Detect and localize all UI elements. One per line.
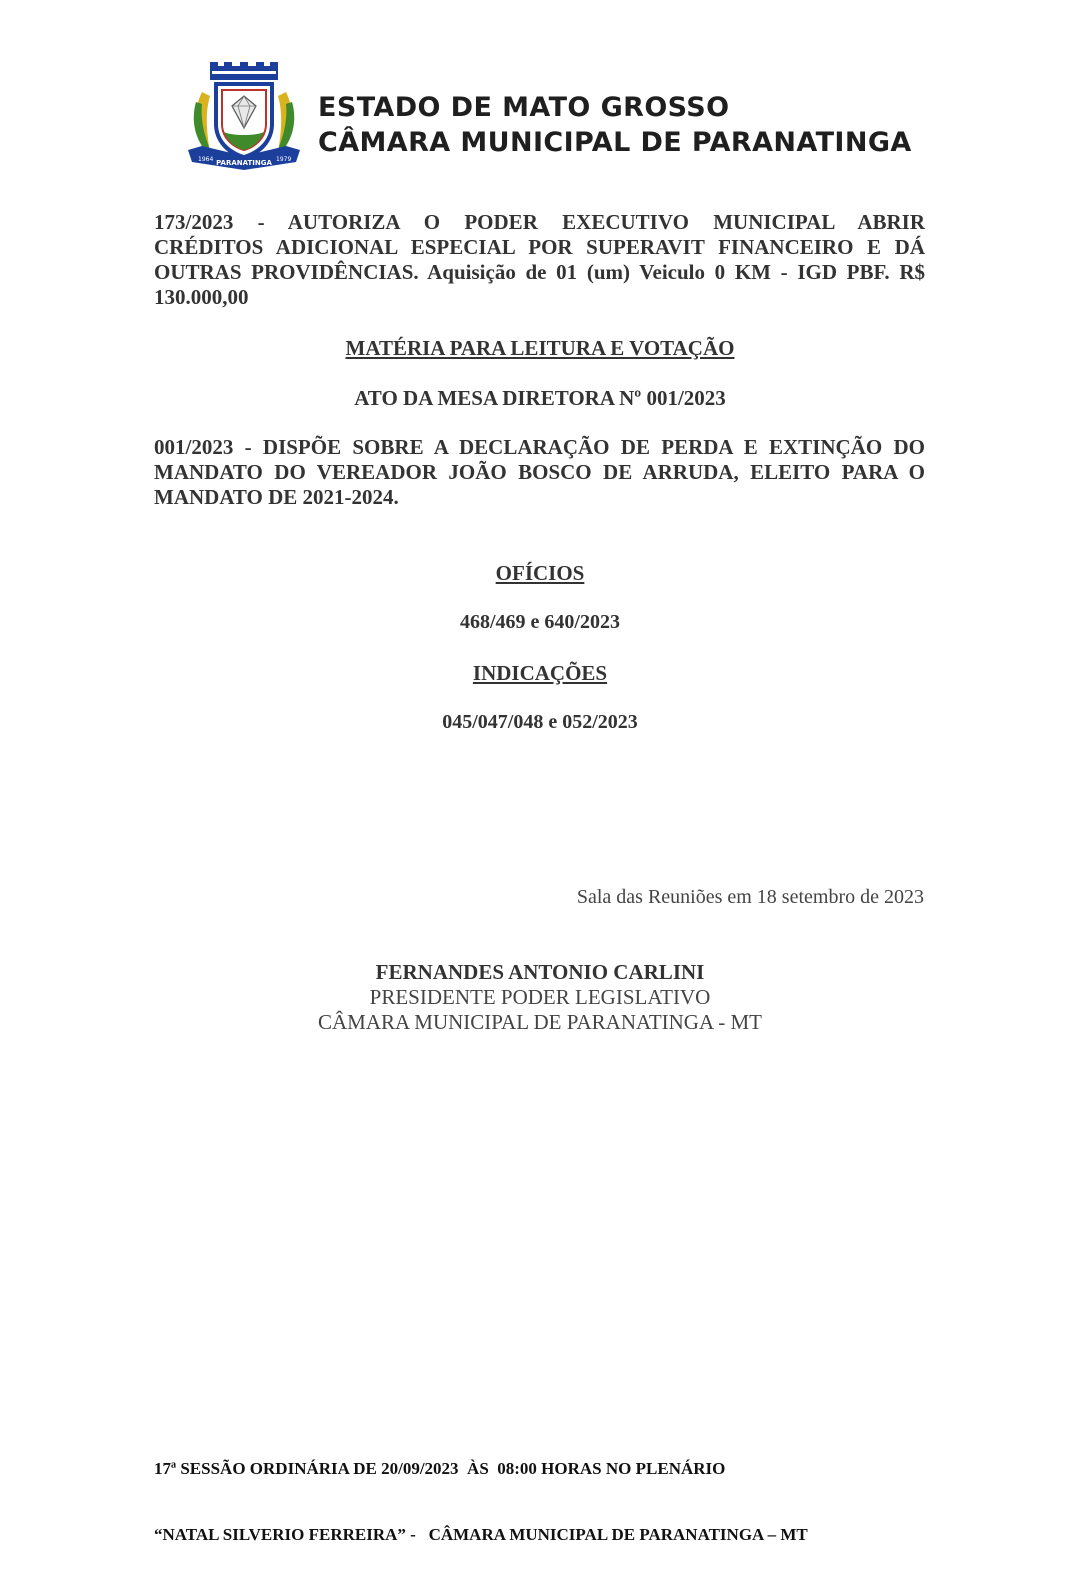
indicacoes-value: 045/047/048 e 052/2023 bbox=[442, 711, 638, 733]
bill-173-paragraph bbox=[154, 210, 925, 310]
footer-line-2: “NATAL SILVERIO FERREIRA” - CÂMARA MUNICIPAL DE PARANATINGA – MT bbox=[154, 1525, 808, 1544]
document-header bbox=[188, 62, 912, 182]
ato-title-label: ATO DA MESA DIRETORA Nº 001/2023 bbox=[354, 386, 726, 410]
ato-001-paragraph bbox=[154, 435, 925, 510]
crest-year-left: 1964 bbox=[198, 156, 214, 163]
signer-name: FERNANDES ANTONIO CARLINI bbox=[375, 960, 705, 984]
ato-001-line: 001/2023 - DISPÕE SOBRE A DECLARAÇÃO DE PERDA E EXTINÇÃO DO bbox=[154, 435, 925, 459]
sala-date: Sala das Reuniões em 18 setembro de 2023 bbox=[576, 886, 924, 908]
oficios-title bbox=[0, 561, 1080, 586]
bill-173-line: 173/2023 - AUTORIZA O PODER EXECUTIVO MUNICIPAL ABRIR bbox=[154, 210, 925, 234]
municipal-crest-icon bbox=[188, 62, 300, 174]
indicacoes-title-label: INDICAÇÕES bbox=[472, 661, 608, 685]
ato-001-line: MANDATO DO VEREADOR JOÃO BOSCO DE ARRUDA, ELEITO PARA O bbox=[154, 460, 925, 484]
ato-001-line: MANDATO DE 2021-2024. bbox=[154, 485, 399, 509]
indicacoes-title bbox=[0, 661, 1080, 686]
oficios-value: 468/469 e 640/2023 bbox=[460, 611, 620, 633]
header-chamber: CÂMARA MUNICIPAL DE PARANATINGA bbox=[318, 127, 912, 158]
document-footer bbox=[154, 1414, 808, 1590]
section-reading-label: MATÉRIA PARA LEITURA E VOTAÇÃO bbox=[345, 336, 735, 360]
section-reading-title bbox=[0, 336, 1080, 361]
header-title bbox=[318, 90, 912, 160]
signature-block bbox=[0, 960, 1080, 1035]
crest-year-right: 1979 bbox=[276, 156, 292, 163]
bill-173-line: CRÉDITOS ADICIONAL ESPECIAL POR SUPERAVIT FINANCEIRO E DÁ bbox=[154, 235, 925, 259]
header-state: ESTADO DE MATO GROSSO bbox=[318, 92, 730, 123]
bill-173-line: OUTRAS PROVIDÊNCIAS. Aquisição de 01 (um) Veiculo 0 KM - IGD PBF. R$ bbox=[154, 260, 925, 284]
bill-173-line: 130.000,00 bbox=[154, 285, 249, 309]
footer-line-1: 17ª SESSÃO ORDINÁRIA DE 20/09/2023 ÀS 08:00 HORAS NO PLENÁRIO bbox=[154, 1459, 726, 1478]
crest-ribbon-text: PARANATINGA bbox=[216, 159, 272, 167]
signer-role: PRESIDENTE PODER LEGISLATIVO bbox=[369, 985, 711, 1009]
oficios-title-label: OFÍCIOS bbox=[495, 561, 585, 585]
ato-title bbox=[0, 386, 1080, 411]
signer-org: CÂMARA MUNICIPAL DE PARANATINGA - MT bbox=[318, 1010, 762, 1034]
